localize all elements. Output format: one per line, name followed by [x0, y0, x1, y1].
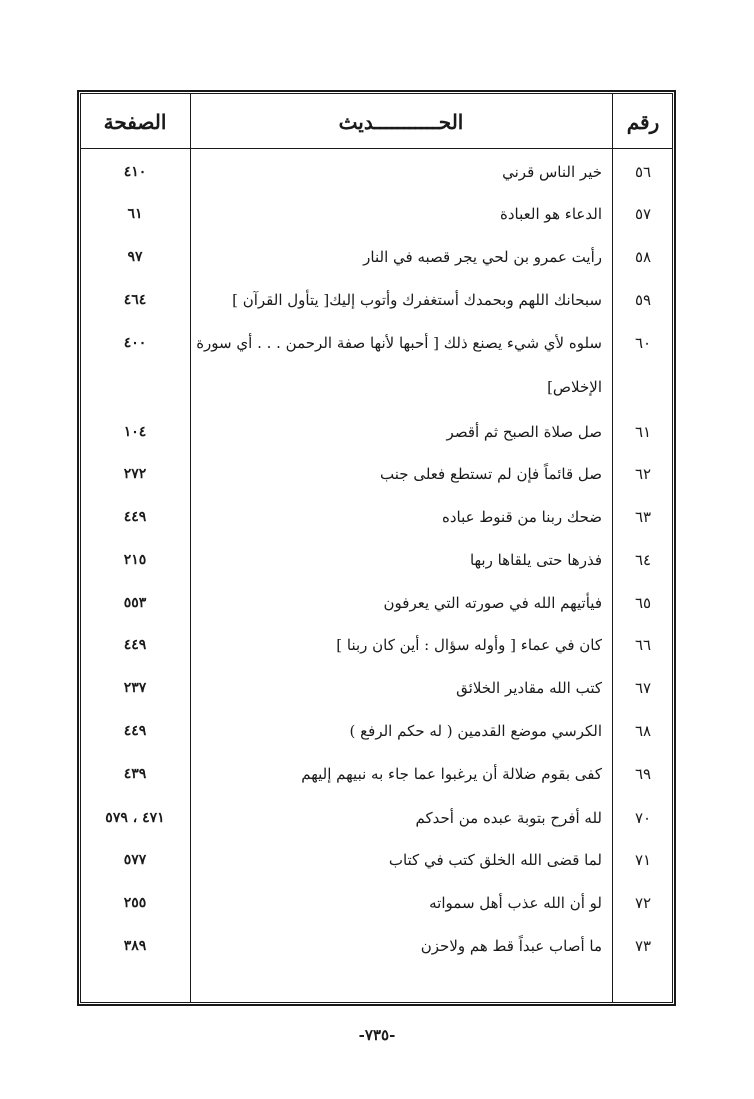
page-reference: ٢٧٢: [123, 466, 147, 482]
page-reference: ٤١٠: [123, 164, 147, 180]
page-reference: ٥٥٣: [123, 595, 147, 611]
hadith-text: كان في عماء [ وأوله سؤال : أين كان ربنا ]: [336, 636, 602, 654]
hadith-text: سلوه لأي شيء يصنع ذلك [ أحبها لأنها صفة الرحمن . . . أي سورة: [196, 334, 602, 352]
page-reference: ٦١: [127, 206, 143, 222]
page-reference: ٢١٥: [123, 552, 147, 568]
row-number: ٦٢: [634, 465, 652, 483]
row-number: ٧٢: [634, 894, 652, 912]
table-row: [0, 886, 754, 920]
page-reference: ٤٤٩: [123, 637, 147, 653]
table-row: [0, 283, 754, 317]
hadith-text: كفى بقوم ضلالة أن يرغبوا عما جاء به نبيهم إليهم: [301, 765, 602, 783]
row-number: ٦٥: [634, 594, 652, 612]
hadith-text: ما أصاب عبداً قط هم ولاحزن: [420, 937, 602, 955]
page-reference: ٥٧٧: [123, 852, 147, 868]
hadith-text: فذرها حتى يلقاها ربها: [469, 551, 602, 569]
hadith-text: لو أن الله عذب أهل سمواته: [429, 894, 602, 912]
row-60-continuation: الإخلاص]: [547, 378, 602, 396]
hadith-text: الكرسي موضع القدمين ( له حكم الرفع ): [349, 722, 602, 740]
page-number: -٧٣٥-: [358, 1026, 396, 1044]
page-reference: ٣٨٩: [123, 938, 147, 954]
page-reference: ٤٦٤: [123, 292, 147, 308]
hadith-text: رأيت عمرو بن لحي يجر قصبه في النار: [363, 248, 602, 266]
row-number: ٧٠: [634, 809, 652, 827]
hadith-text: ضحك ربنا من قنوط عباده: [441, 508, 602, 526]
row-number: ٦٨: [634, 722, 652, 740]
page-reference: ٩٧: [127, 249, 143, 265]
header-divider: [80, 148, 673, 149]
page-reference: ١٠٤: [123, 424, 147, 440]
table-row: [0, 500, 754, 534]
table-row: [0, 801, 754, 835]
row-number: ٦٧: [634, 679, 652, 697]
table-row: [0, 586, 754, 620]
table-row: [0, 415, 754, 449]
header-number: رقم: [626, 110, 660, 134]
page-reference: ٢٥٥: [123, 895, 147, 911]
page-reference: ٤٠٠: [123, 335, 147, 351]
hadith-text: كتب الله مقادير الخلائق: [456, 679, 602, 697]
header-hadith: الحـــــــــــديث: [338, 110, 464, 134]
table-row: [0, 843, 754, 877]
header-page: الصفحة: [103, 110, 167, 134]
hadith-text: لله أفرح بتوبة عبده من أحدكم: [415, 809, 602, 827]
hadith-text: فيأتيهم الله في صورته التي يعرفون: [383, 594, 602, 612]
hadith-text: صل قائماً فإن لم تستطع فعلى جنب: [380, 465, 602, 483]
row-number: ٦٩: [634, 765, 652, 783]
row-number: ٦٣: [634, 508, 652, 526]
hadith-text: خير الناس قرني: [502, 163, 602, 181]
row-number: ٥٦: [634, 163, 652, 181]
table-row: [0, 543, 754, 577]
table-row: [0, 929, 754, 963]
hadith-text: لما قضى الله الخلق كتب في كتاب: [388, 851, 602, 869]
row-number: ٦٦: [634, 636, 652, 654]
page-reference: ٢٣٧: [123, 680, 147, 696]
page-reference: ٤٣٩: [123, 766, 147, 782]
hadith-text: الدعاء هو العبادة: [500, 205, 602, 223]
table-row: [0, 714, 754, 748]
row-number: ٦٠: [634, 334, 652, 352]
row-number: ٦١: [634, 423, 652, 441]
row-number: ٧١: [634, 851, 652, 869]
row-number: ٦٤: [634, 551, 652, 569]
hadith-text: سبحانك اللهم وبحمدك أستغفرك وأتوب إليك[ يتأول القرآن ]: [232, 291, 602, 309]
table-row: [0, 457, 754, 491]
table-row: [0, 757, 754, 791]
row-number: ٥٧: [634, 205, 652, 223]
table-row: [0, 326, 754, 360]
table-row: [0, 628, 754, 662]
page-reference: ٤٤٩: [123, 723, 147, 739]
table-row: [0, 671, 754, 705]
row-number: ٥٩: [634, 291, 652, 309]
page-reference: ٤٧١ ، ٥٧٩: [105, 810, 165, 826]
row-number: ٥٨: [634, 248, 652, 266]
page-reference: ٤٤٩: [123, 509, 147, 525]
row-number: ٧٣: [634, 937, 652, 955]
table-row: [0, 240, 754, 274]
table-row: [0, 155, 754, 189]
hadith-text: صل صلاة الصبح ثم أقصر: [446, 423, 602, 441]
table-row: [0, 197, 754, 231]
